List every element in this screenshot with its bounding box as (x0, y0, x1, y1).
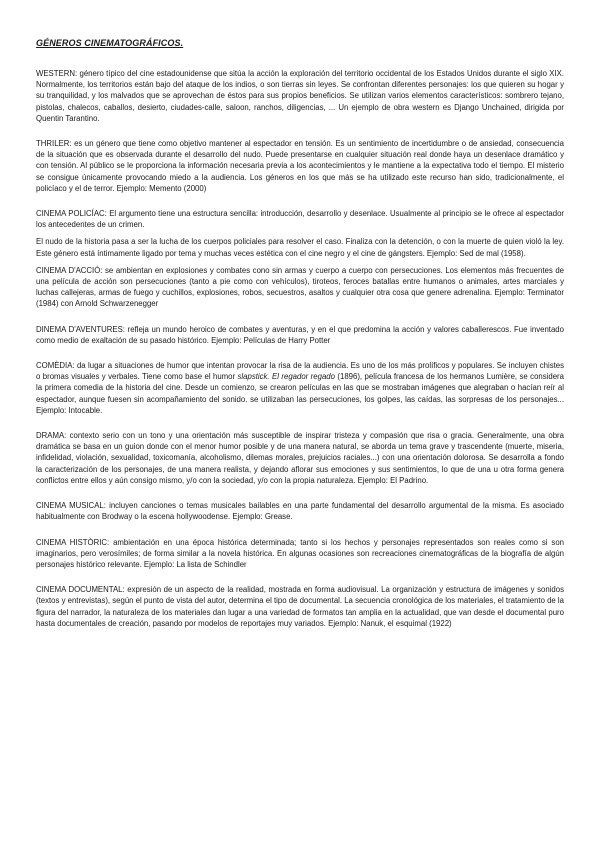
section-text: género típico del cine estadounidense que sitúa la acción la exploración del territorio occidental de los Estados Unidos durante el siglo XIX. Normalmente, los territorios están bajo del ataque de los indios, o son tierras sin leyes. Se confrontan diferentes personajes: los que quieren su hogar y su tranquilidad, y los malvados que se aprovechan de éstos para sus propios beneficios. Se utilizan varios elementos característicos: sombrero tejano, pistolas, chalecos, caballos, desierto, ciudades-calle, saloon, ranchos, diligencias, ... Un ejemplo de obra western es Django Unchained, dirigida por Quentin Tarantino. (36, 69, 564, 123)
section-label: CINEMA HISTÒRIC: (36, 537, 110, 547)
section-label: DINEMA D'AVENTURES: (36, 324, 125, 334)
section-label: CINEMA MUSICAL: (36, 501, 106, 511)
section-text: (1896), película francesa de los hermanos Lumière, se considera la primera comedia de la historia del cine. Desde un comienzo, se crearon películas en las que se mostraban imágenes que alegraban o hacían reír al espectador, aunque fuesen sin acompañamiento del sonido. se utilizaban las persecuciones, los golpes, las caídas, las sorpresas de los personajes... Ejemplo: Intocable. (36, 372, 564, 415)
section-text: contexto serio con un tono y una orientación más susceptible de inspirar tristeza y compasión que risa o gracia. Generalmente, una obra dramática se basa en un guion donde con el menor humor posible y de una manera natural, se aborda un tema grave y trascendente (muerte, miseria, infidelidad, violación, sexualidad, toxicomanía, alcoholismo, dilemas morales, prejuicios raciales...) con una orientación dolorosa. Se desarrolla a fondo la caracterización de los personajes, de una manera realista, y dejando aflorar sus emociones y sus sentimientos, lo que de una u otra forma genera conflictos entre ellos y aún consigo mismo, y/o con la sociedad, y/o con la propia naturaleza. Ejemplo: El Padrino. (36, 431, 564, 485)
section-text: se ambientan en explosiones y combates cono sin armas y cuerpo a cuerpo con persecuciones. Los elementos más frecuentes de una película de acción son persecuciones (tanto a pie como con vehículos), tiroteos, feroces batallas entre humanos o animales, artes marciales y luchas callejeras, armas de fuego y cuchillos, explosiones, robos, secuestros, asaltos y cualquier otra cosa que genere adrenalina. Ejemplo: Terminator (1984) con Arnold Schwarzenegger (36, 265, 564, 309)
section-label: WESTERN: (36, 69, 78, 78)
section-drama (36, 430, 564, 486)
section-cinema-accio (36, 265, 564, 310)
section-text: El nudo de la historia pasa a ser la lucha de los cuerpos policiales para resolver el caso. Finaliza con la detención, o con la muerte de quien violó la ley. Este género está íntimamente ligado por tema y muchas veces estética con el cine negro y el cine de gángsters. Ejemplo: Sed de mal (1958). (36, 237, 564, 258)
section-western (36, 68, 564, 124)
section-label: DRAMA: (36, 431, 67, 441)
section-cinema-documental (36, 584, 564, 629)
document-title: GÉNEROS CINEMATOGRÁFICOS. (36, 38, 184, 48)
section-cinema-aventures (36, 324, 564, 346)
section-label: CINEMA DOCUMENTAL: (36, 585, 125, 595)
section-text: El argumento tiene una estructura sencilla: introducción, desarrollo y desenlace. Usualmente al principio se le ofrece al espectador los antecedentes de un crimen. (36, 209, 564, 230)
section-cinema-policiac (36, 208, 564, 230)
section-label: COMÈDIA: (36, 361, 75, 371)
section-text: es un género que tiene como objetivo mantener al espectador en tensión. Es un sentimiento de incertidumbre o de ansiedad, consecuencia de la situación que es observada durante el desarrollo del nudo. Puede presentarse en cualquier situación real donde haya un desenlace dramático y con tensión. Al público se le proporciona la información necesaria previa a los acontecimientos y le mantiene a la expectativa todo el tiempo. El misterio se consigue únicamente provocando miedo a la audiencia. Los géneros en los que más se ha utilizado este recurso han sido, tradicionalmente, el policíaco y el de terror. Ejemplo: Memento (2000) (36, 139, 564, 193)
section-cinema-historic (36, 537, 564, 571)
section-label: CINEMA D'ACCIÓ: (36, 265, 103, 275)
section-label: THRILER: (36, 139, 72, 149)
section-text: da lugar a situaciones de humor que intentan provocar la risa de la audiencia. Es uno de los más prolíficos y populares. Se incluyen chistes o bromas visuales y verbales. Tiene como base el humor (36, 361, 564, 382)
section-text: ambientación en una época histórica determinada; tanto si los hechos y personajes representados son reales como si son imaginarios, pero verosímiles; de forma similar a la novela histórica. En algunas ocasiones son recreaciones cinematográficas de la biografía de algún personajes histórico relevante. Ejemplo: La lista de Schindler (36, 537, 564, 569)
section-italic-text: slapstick. El regador regado (237, 372, 335, 382)
section-label: CINEMA POLICÍAC: (36, 209, 107, 219)
section-cinema-policiac-continued (36, 236, 564, 258)
section-text: incluyen canciones o temas musicales bailables en una parte fundamental del desarrollo argumental de la misma. Es asociado habitualmente con Brodway o la escena hollywoodense. Ejemplo: Grease. (36, 501, 565, 522)
section-text: expresión de un aspecto de la realidad, mostrada en forma audiovisual. La organización y estructura de imágenes y sonidos (textos y entrevistas), según el punto de vista del autor, determina el tipo de documental. La secuencia cronológica de los materiales, el tratamiento de la figura del narrador, la naturaleza de los materiales dan lugar a una variedad de formatos tan amplia en la actualidad, que van desde el documental puro hasta documentales de creación, pasando por modelos de reportajes muy variados. Ejemplo: Nanuk, el esquimal (1922) (36, 585, 564, 628)
section-comedia (36, 360, 564, 416)
section-cinema-musical (36, 500, 564, 522)
section-text: refleja un mundo heroico de combates y aventuras, y en el que predomina la acción y valores caballerescos. Fue inventado como medio de exaltación de su pasado histórico. Ejemplo: Películas de Harry Potter (36, 324, 564, 345)
section-thriler (36, 138, 564, 194)
